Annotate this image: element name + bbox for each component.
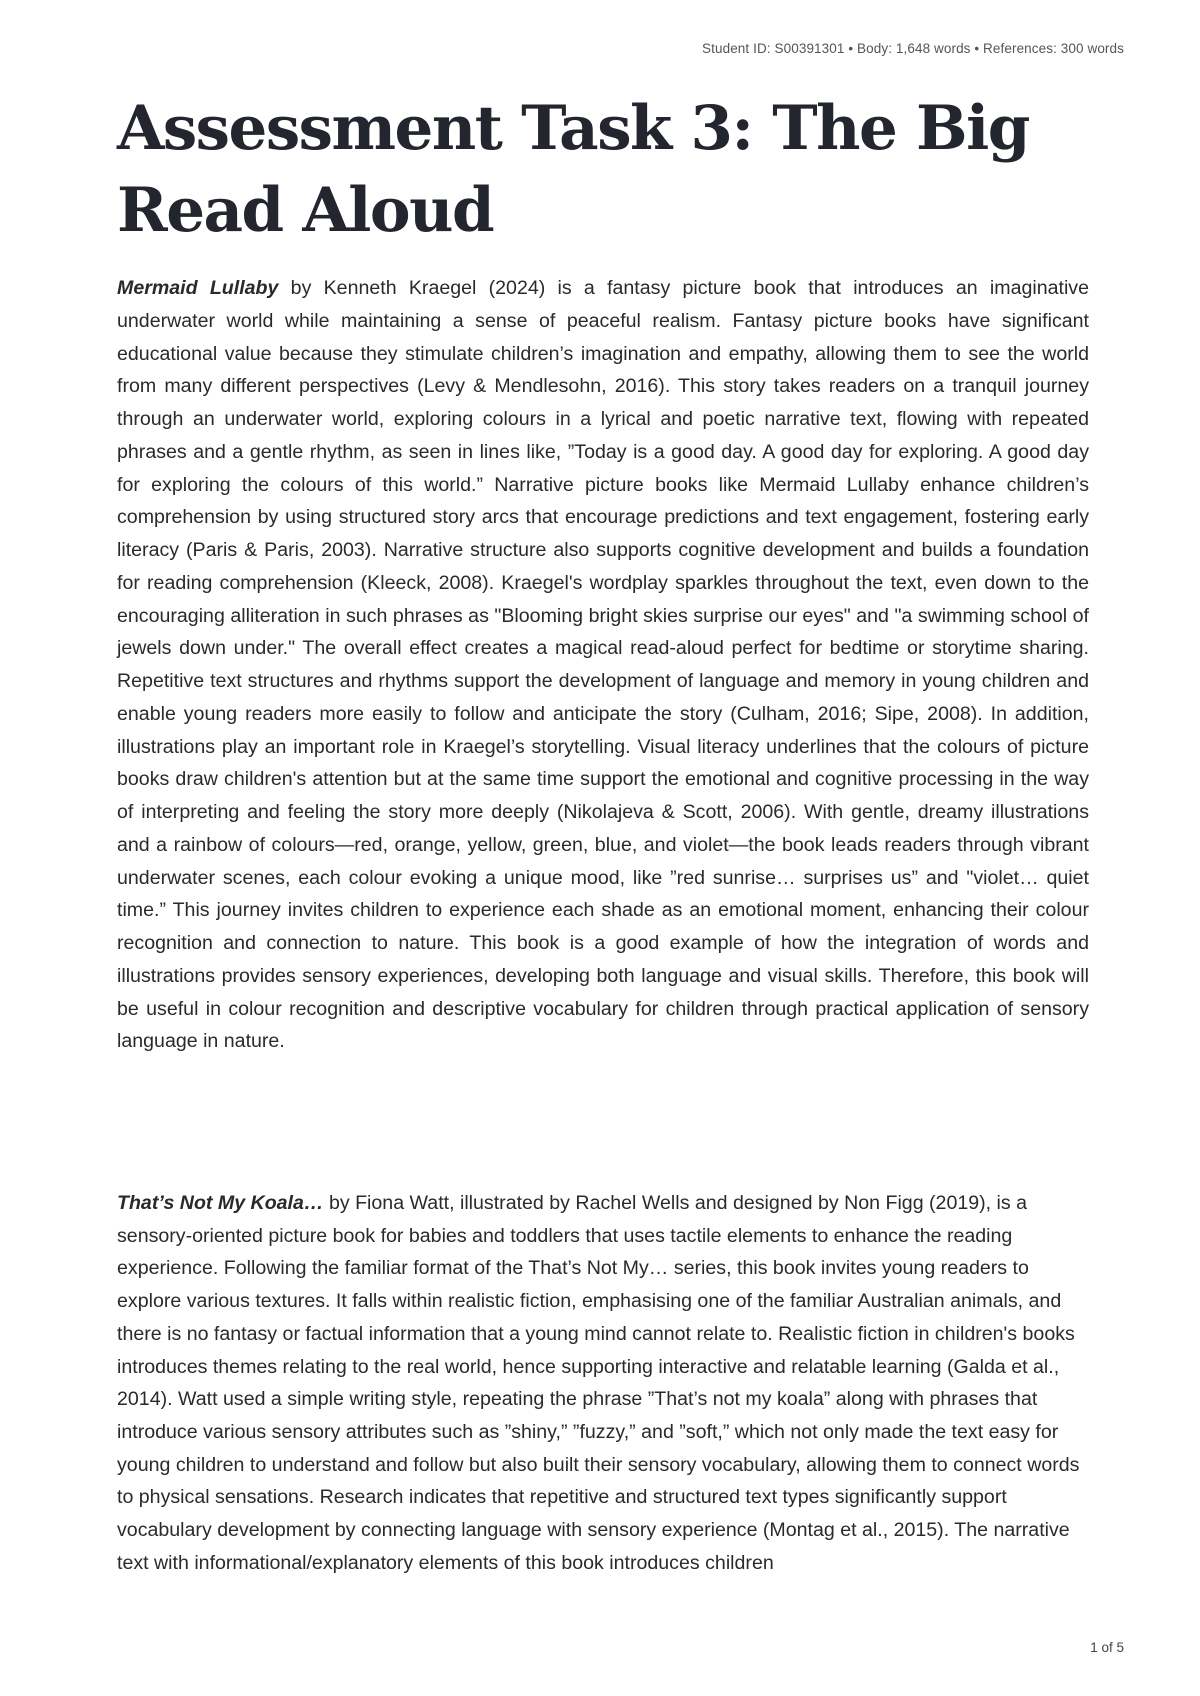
page-number: 1 of 5 [1090, 1640, 1124, 1655]
paragraph-thats-not-my-koala [117, 1187, 1089, 1579]
book-title-mermaid-lullaby: Mermaid Lullaby [117, 277, 279, 299]
header-meta: Student ID: S00391301 • Body: 1,648 words • References: 300 words [702, 41, 1124, 56]
paragraph-text: by Kenneth Kraegel (2024) is a fantasy picture book that introduces an imaginative underwater world while maintaining a sense of peaceful realism. Fantasy picture books have significant educational value because they stimulate children’s imagination and empathy, allowing them to see the world from many different perspectives (Levy & Mendlesohn, 2016). This story takes readers on a tranquil journey through an underwater world, exploring colours in a lyrical and poetic narrative text, flowing with repeated phrases and a gentle rhythm, as seen in lines like, ”Today is a good day. A good day for exploring. A good day for exploring the colours of this world.” Narrative picture books like Mermaid Lullaby enhance children’s comprehension by using structured story arcs that encourage predictions and text engagement, fostering early literacy (Paris & Paris, 2003). Narrative structure also supports cognitive development and builds a foundation for reading comprehension (Kleeck, 2008). Kraegel's wordplay sparkles throughout the text, even down to the encouraging alliteration in such phrases as "Blooming bright skies surprise our eyes" and "a swimming school of jewels down under." The overall effect creates a magical read-aloud perfect for bedtime or storytime sharing. Repetitive text structures and rhythms support the development of language and memory in young children and enable young readers more easily to follow and anticipate the story (Culham, 2016; Sipe, 2008). In addition, illustrations play an important role in Kraegel’s storytelling. Visual literacy underlines that the colours of picture books draw children's attention but at the same time support the emotional and cognitive processing in the way of interpreting and feeling the story more deeply (Nikolajeva & Scott, 2006). With gentle, dreamy illustrations and a rainbow of colours—red, orange, yellow, green, blue, and violet—the book leads readers through vibrant underwater scenes, each colour evoking a unique mood, like ”red sunrise… surprises us” and "violet… quiet time.” This journey invites children to experience each shade as an emotional moment, enhancing their colour recognition and connection to nature. This book is a good example of how the integration of words and illustrations provides sensory experiences, developing both language and visual skills. Therefore, this book will be useful in colour recognition and descriptive vocabulary for children through practical application of sensory language in nature. [117, 277, 1090, 1053]
document-title: Assessment Task 3: The Big Read Aloud [117, 93, 1029, 246]
book-title-thats-not-my-koala: That’s Not My Koala… [117, 1192, 324, 1214]
paragraph-mermaid-lullaby [117, 272, 1089, 1058]
paragraph-text: by Fiona Watt, illustrated by Rachel Wells and designed by Non Figg (2019), is a sensory-oriented picture book for babies and toddlers that uses tactile elements to enhance the reading experience. Following the familiar format of the That’s Not My… series, this book invites young readers to explore various textures. It falls within realistic fiction, emphasising one of the familiar Australian animals, and there is no fantasy or factual information that a young mind cannot relate to. Realistic fiction in children's books introduces themes relating to the real world, hence supporting interactive and relatable learning (Galda et al., 2014). Watt used a simple writing style, repeating the phrase ”That’s not my koala” along with phrases that introduce various sensory attributes such as ”shiny,” ”fuzzy,” and ”soft,” which not only made the text easy for young children to understand and follow but also built their sensory vocabulary, allowing them to connect words to physical sensations. Research indicates that repetitive and structured text types significantly support vocabulary development by connecting language with sensory experience (Montag et al., 2015). The narrative text with informational/explanatory elements of this book introduces children [117, 1192, 1080, 1574]
